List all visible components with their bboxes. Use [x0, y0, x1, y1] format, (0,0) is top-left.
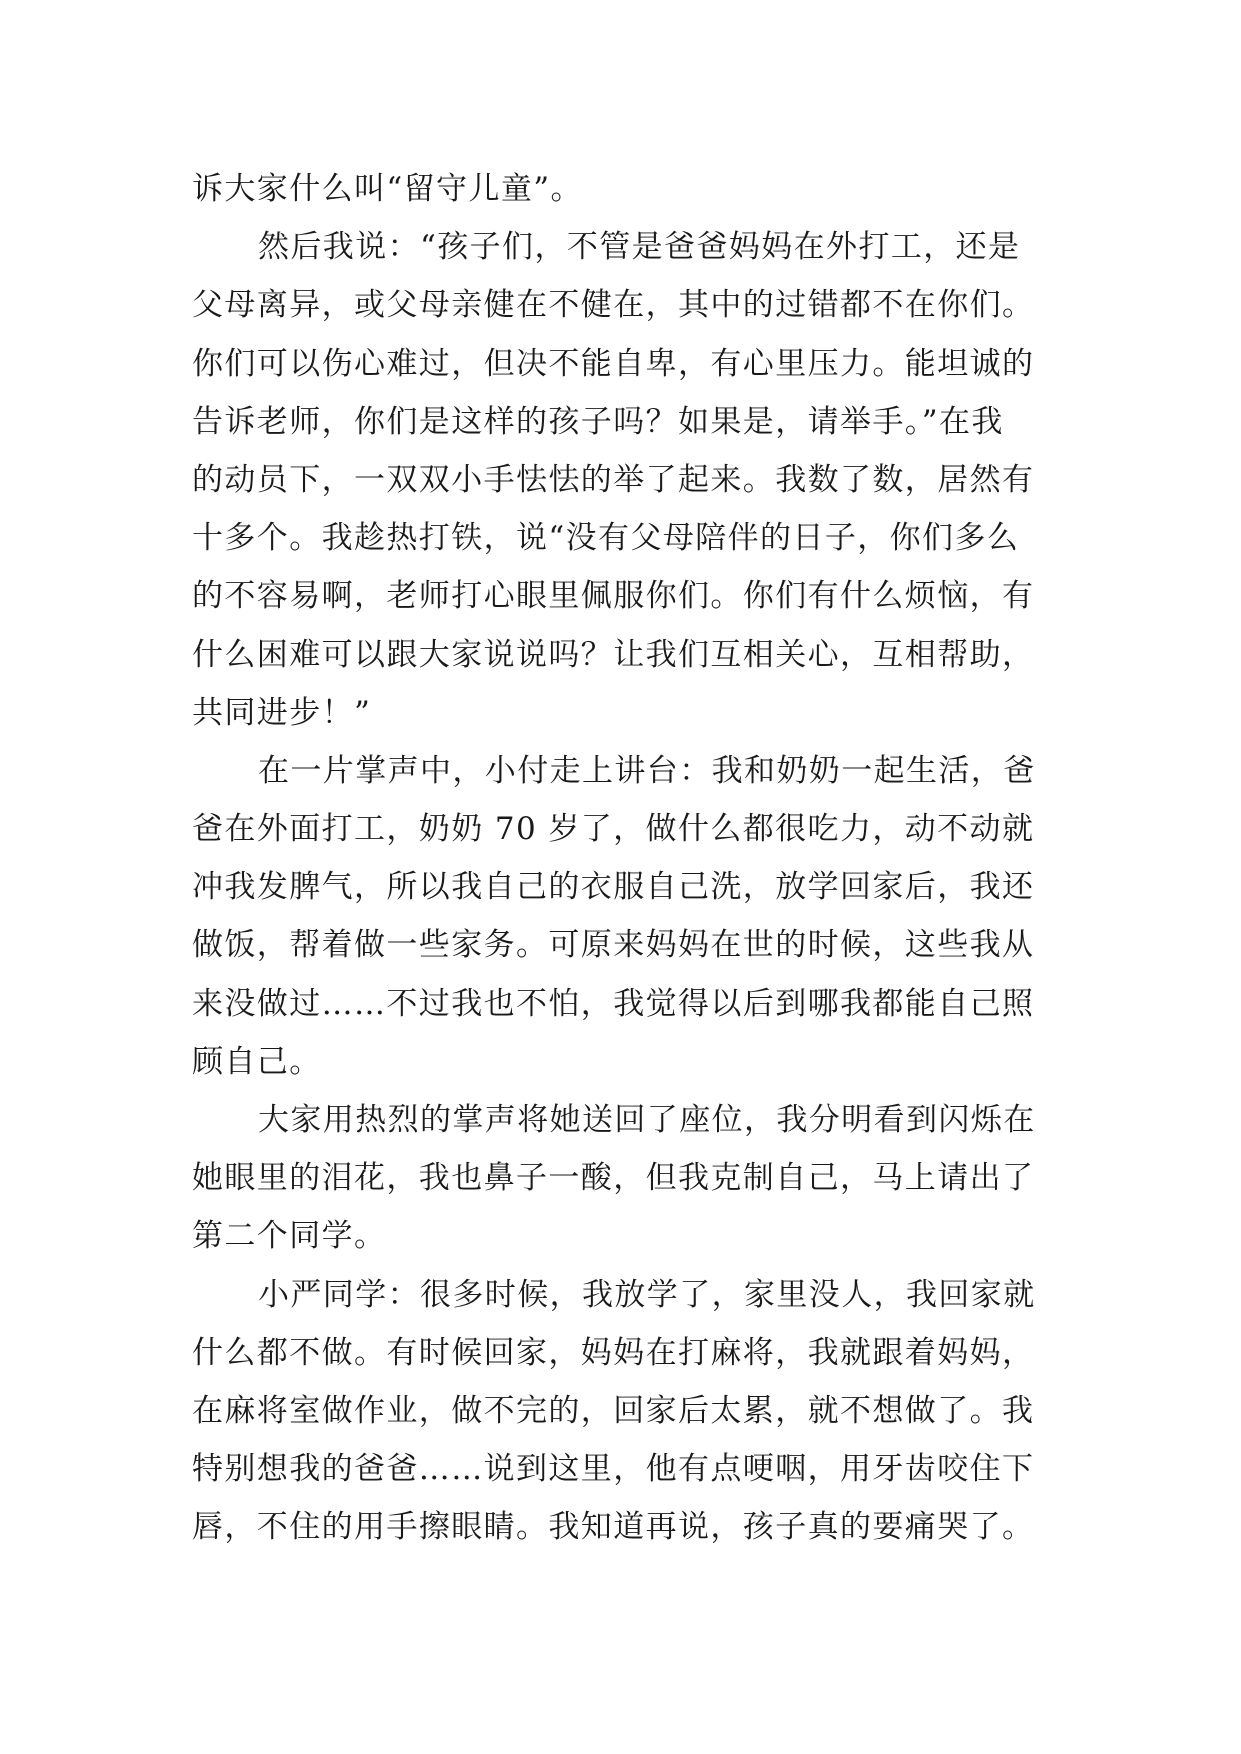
text-line: 小严同学：很多时候，我放学了，家里没人，我回家就 — [258, 1276, 1036, 1313]
text-line: 父母离异，或父母亲健在不健在，其中的过错都不在你们。 — [192, 287, 1035, 324]
text-line: 顾自己。 — [192, 1043, 322, 1080]
text-line: 唇，不住的用手擦眼睛。我知道再说，孩子真的要痛哭了。 — [192, 1509, 1035, 1546]
body-text — [192, 160, 1072, 1557]
text-line: 在一片掌声中，小付走上讲台：我和奶奶一起生活，爸 — [258, 752, 1036, 789]
text-line: 告诉老师，你们是这样的孩子吗？如果是，请举手。”在我 — [192, 403, 1004, 440]
text-line: 什么困难可以跟大家说说吗？让我们互相关心，互相帮助， — [192, 636, 1035, 673]
text-line: 大家用热烈的掌声将她送回了座位，我分明看到闪烁在 — [258, 1102, 1036, 1138]
text-line: 冲我发脾气，所以我自己的衣服自己洗，放学回家后，我还 — [192, 869, 1035, 906]
text-line: 做饭，帮着做一些家务。可原来妈妈在世的时候，这些我从 — [192, 927, 1035, 964]
text-line: 来没做过……不过我也不怕，我觉得以后到哪我都能自己照 — [192, 985, 1035, 1022]
text-line: 的不容易啊，老师打心眼里佩服你们。你们有什么烦恼，有 — [192, 578, 1035, 615]
text-line: 第二个同学。 — [192, 1218, 387, 1255]
text-line: 她眼里的泪花，我也鼻子一酸，但我克制自己，马上请出了 — [192, 1160, 1035, 1197]
text-line: 在麻将室做作业，做不完的，回家后太累，就不想做了。我 — [192, 1392, 1035, 1429]
text-line: 爸在外面打工，奶奶 70 岁了，做什么都很吃力，动不动就 — [192, 811, 1035, 848]
text-line: 什么都不做。有时候回家，妈妈在打麻将，我就跟着妈妈， — [192, 1334, 1035, 1371]
text-line: 然后我说：“孩子们，不管是爸爸妈妈在外打工，还是 — [258, 229, 1021, 266]
text-line: 共同进步！” — [192, 694, 372, 731]
text-line: 你们可以伤心难过，但决不能自卑，有心里压力。能坦诚的 — [192, 345, 1035, 382]
text-line: 十多个。我趁热打铁，说“没有父母陪伴的日子，你们多么 — [192, 520, 1020, 557]
text-line: 的动员下，一双双小手怯怯的举了起来。我数了数，居然有 — [192, 461, 1035, 498]
text-line: 特别想我的爸爸……说到这里，他有点哽咽，用牙齿咬住下 — [192, 1451, 1035, 1488]
text-line: 诉大家什么叫“留守儿童”。 — [192, 171, 583, 207]
